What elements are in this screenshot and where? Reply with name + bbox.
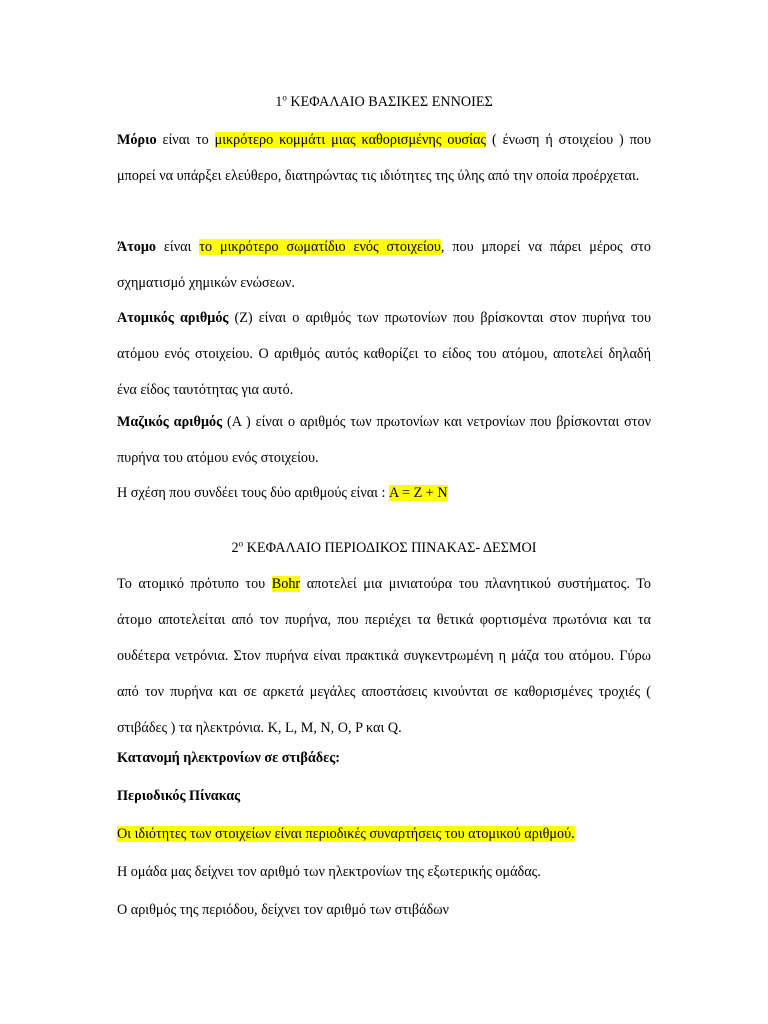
shells-heading xyxy=(117,740,651,776)
molecule-text-2: ( ένωση ή στοιχείου ) που μπορεί να υπάρξει ελεύθερο, διατηρώντας τις ιδιότητες της ύλης από την οποία προέρχεται. xyxy=(117,132,651,184)
mass-number-term: Μαζικός αριθμός xyxy=(117,414,223,430)
mass-number-definition xyxy=(117,404,651,476)
molecule-definition xyxy=(117,122,651,194)
chapter-1-heading xyxy=(0,90,768,114)
chapter-2-number: 2 xyxy=(231,540,239,556)
bohr-text-2: αποτελεί μια μινιατούρα του πλανητικού συστήματος. Το άτομο αποτελείται από τον πυρήνα, που περιέχει τα θετικά φορτισμένα πρωτόνια και τα ουδέτερα νετρόνια. Στον πυρήνα είναι πρακτικά συγκεντρωμένη η μάζα του ατόμου. Γύρω από τον πυρήνα και σε αρκετά μεγάλες αποστάσεις κινούνται σε καθορισμένες τροχιές ( στιβάδες ) τα ηλεκτρόνια. K, L, M, N, O, P και Q. xyxy=(117,576,651,736)
molecule-highlight: μικρότερο κομμάτι μιας καθορισμένης ουσίας xyxy=(214,132,487,148)
relation-line xyxy=(117,475,651,511)
molecule-term: Μόριο xyxy=(117,132,157,148)
mass-number-text: (Α ) είναι ο αριθμός των πρωτονίων και νετρονίων που βρίσκονται στον πυρήνα του ατόμου ενός στοιχείου. xyxy=(117,414,651,466)
atomic-number-definition xyxy=(117,300,651,408)
atom-text-1: είναι xyxy=(156,239,200,255)
shells-heading-text: Κατανομή ηλεκτρονίων σε στιβάδες: xyxy=(117,750,340,766)
group-sentence xyxy=(117,854,651,890)
atomic-number-text: (Ζ) είναι ο αριθμός των πρωτονίων που βρίσκονται στον πυρήνα του ατόμου ενός στοιχείου. Ο αριθμός αυτός καθορίζει το είδος του ατόμου, αποτελεί δηλαδή ένα είδος ταυτότητας για αυτό. xyxy=(117,310,651,398)
atom-text-2: , που μπορεί να πάρει μέρος στο σχηματισμό χημικών ενώσεων. xyxy=(117,239,651,291)
chapter-1-number: 1 xyxy=(275,94,283,110)
atom-highlight: το μικρότερο σωματίδιο ενός στοιχείου xyxy=(199,239,441,255)
atom-term: Άτομο xyxy=(117,239,157,255)
atom-definition xyxy=(117,229,651,301)
bohr-paragraph xyxy=(117,566,651,746)
chapter-2-title: ΚΕΦΑΛΑΙΟ ΠΕΡΙΟΔΙΚΟΣ ΠΙΝΑΚΑΣ- ΔΕΣΜΟΙ xyxy=(246,540,537,556)
periodic-law-highlight: Οι ιδιότητες των στοιχείων είναι περιοδικές συναρτήσεις του ατομικού αριθμού. xyxy=(117,826,575,842)
bohr-highlight: Bohr xyxy=(271,576,301,592)
group-text: Η ομάδα μας δείχνει τον αριθμό των ηλεκτρονίων της εξωτερικής ομάδας. xyxy=(117,864,541,880)
relation-text: Η σχέση που συνδέει τους δύο αριθμούς είναι : xyxy=(117,485,390,501)
relation-formula: A = Z + N xyxy=(389,485,448,501)
chapter-1-ordinal: ο xyxy=(282,92,287,103)
chapter-1-title: ΚΕΦΑΛΑΙΟ ΒΑΣΙΚΕΣ ΕΝΝΟΙΕΣ xyxy=(290,94,493,110)
period-text: Ο αριθμός της περιόδου, δείχνει τον αριθμό των στιβάδων xyxy=(117,902,449,918)
chapter-2-heading xyxy=(0,536,768,560)
atomic-number-term: Ατομικός αριθμός xyxy=(117,310,229,326)
molecule-text-1: είναι το xyxy=(156,132,215,148)
periodic-table-heading-text: Περιοδικός Πίνακας xyxy=(117,788,241,804)
period-sentence xyxy=(117,892,651,928)
periodic-law xyxy=(117,816,651,852)
chapter-2-ordinal: ο xyxy=(238,538,244,549)
bohr-text-1: Το ατομικό πρότυπο του xyxy=(117,576,272,592)
periodic-table-heading xyxy=(117,778,651,814)
